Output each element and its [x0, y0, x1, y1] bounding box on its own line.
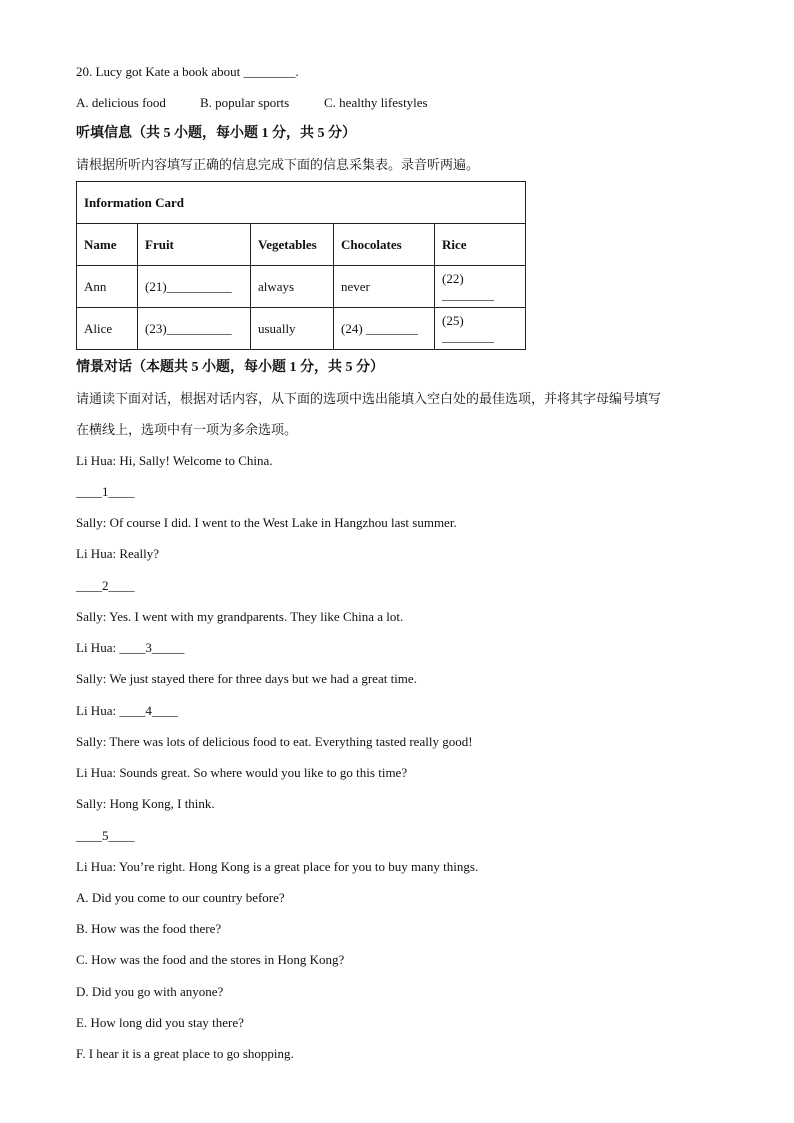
dialogue-line: Li Hua: Hi, Sally! Welcome to China.: [76, 453, 273, 468]
dialogue-line: Sally: Of course I did. I went to the West Lake in Hangzhou last summer.: [76, 515, 457, 530]
dialogue-line: Li Hua: Really?: [76, 546, 160, 561]
header-vegetables: Vegetables: [251, 224, 334, 266]
cell-name: Alice: [77, 308, 138, 350]
listening-instruction: 请根据所听内容填写正确的信息完成下面的信息采集表。录音听两遍。: [76, 157, 480, 172]
dialogue-option-f: F. I hear it is a great place to go shopping.: [76, 1046, 294, 1061]
dialogue-heading: 情景对话（本题共 5 小题，每小题 1 分，共 5 分）: [76, 360, 384, 375]
listening-heading: 听填信息（共 5 小题，每小题 1 分，共 5 分）: [76, 126, 356, 141]
dialogue-option-c: C. How was the food and the stores in Hong Kong?: [76, 952, 345, 967]
cell-chocolates: never: [334, 266, 435, 308]
cell-rice: (25) ________: [435, 308, 526, 350]
table-row: [77, 308, 526, 350]
question-20-stem: 20. Lucy got Kate a book about ________.: [76, 64, 299, 79]
dialogue-option-e: E. How long did you stay there?: [76, 1015, 244, 1030]
dialogue-line: Li Hua: You’re right. Hong Kong is a great place for you to buy many things.: [76, 859, 479, 874]
dialogue-option-d: D. Did you go with anyone?: [76, 984, 224, 999]
information-card-table: [76, 181, 526, 350]
question-20-options: [76, 95, 428, 111]
cell-fruit: (23)__________: [138, 308, 251, 350]
dialogue-instruction-line-2: 在横线上，选项中有一项为多余选项。: [76, 422, 298, 437]
dialogue-instruction-line-1: 请通读下面对话，根据对话内容，从下面的选项中选出能填入空白处的最佳选项，并将其字母编号填写: [76, 391, 662, 406]
cell-fruit: (21)__________: [138, 266, 251, 308]
dialogue-line: Li Hua: Sounds great. So where would you like to go this time?: [76, 765, 408, 780]
header-chocolates: Chocolates: [334, 224, 435, 266]
card-title: Information Card: [77, 182, 526, 224]
dialogue-line: Sally: Hong Kong, I think.: [76, 796, 215, 811]
header-rice: Rice: [435, 224, 526, 266]
dialogue-blank-2: ____2____: [76, 578, 135, 593]
cell-chocolates: (24) ________: [334, 308, 435, 350]
dialogue-blank-4: Li Hua: ____4____: [76, 703, 178, 718]
cell-vegetables: usually: [251, 308, 334, 350]
table-row: [77, 266, 526, 308]
option-a: A. delicious food: [76, 95, 166, 110]
header-name: Name: [77, 224, 138, 266]
dialogue-line: Sally: There was lots of delicious food to eat. Everything tasted really good!: [76, 734, 473, 749]
dialogue-blank-3: Li Hua: ____3_____: [76, 640, 185, 655]
dialogue-option-a: A. Did you come to our country before?: [76, 890, 285, 905]
cell-name: Ann: [77, 266, 138, 308]
dialogue-line: Sally: Yes. I went with my grandparents. They like China a lot.: [76, 609, 404, 624]
dialogue-blank-1: ____1____: [76, 484, 135, 499]
cell-vegetables: always: [251, 266, 334, 308]
dialogue-blank-5: ____5____: [76, 828, 135, 843]
dialogue-line: Sally: We just stayed there for three days but we had a great time.: [76, 671, 417, 686]
table-header-row: [77, 224, 526, 266]
header-fruit: Fruit: [138, 224, 251, 266]
dialogue-option-b: B. How was the food there?: [76, 921, 222, 936]
option-b: B. popular sports: [200, 95, 290, 110]
option-c: C. healthy lifestyles: [324, 95, 428, 110]
cell-rice: (22) ________: [435, 266, 526, 308]
